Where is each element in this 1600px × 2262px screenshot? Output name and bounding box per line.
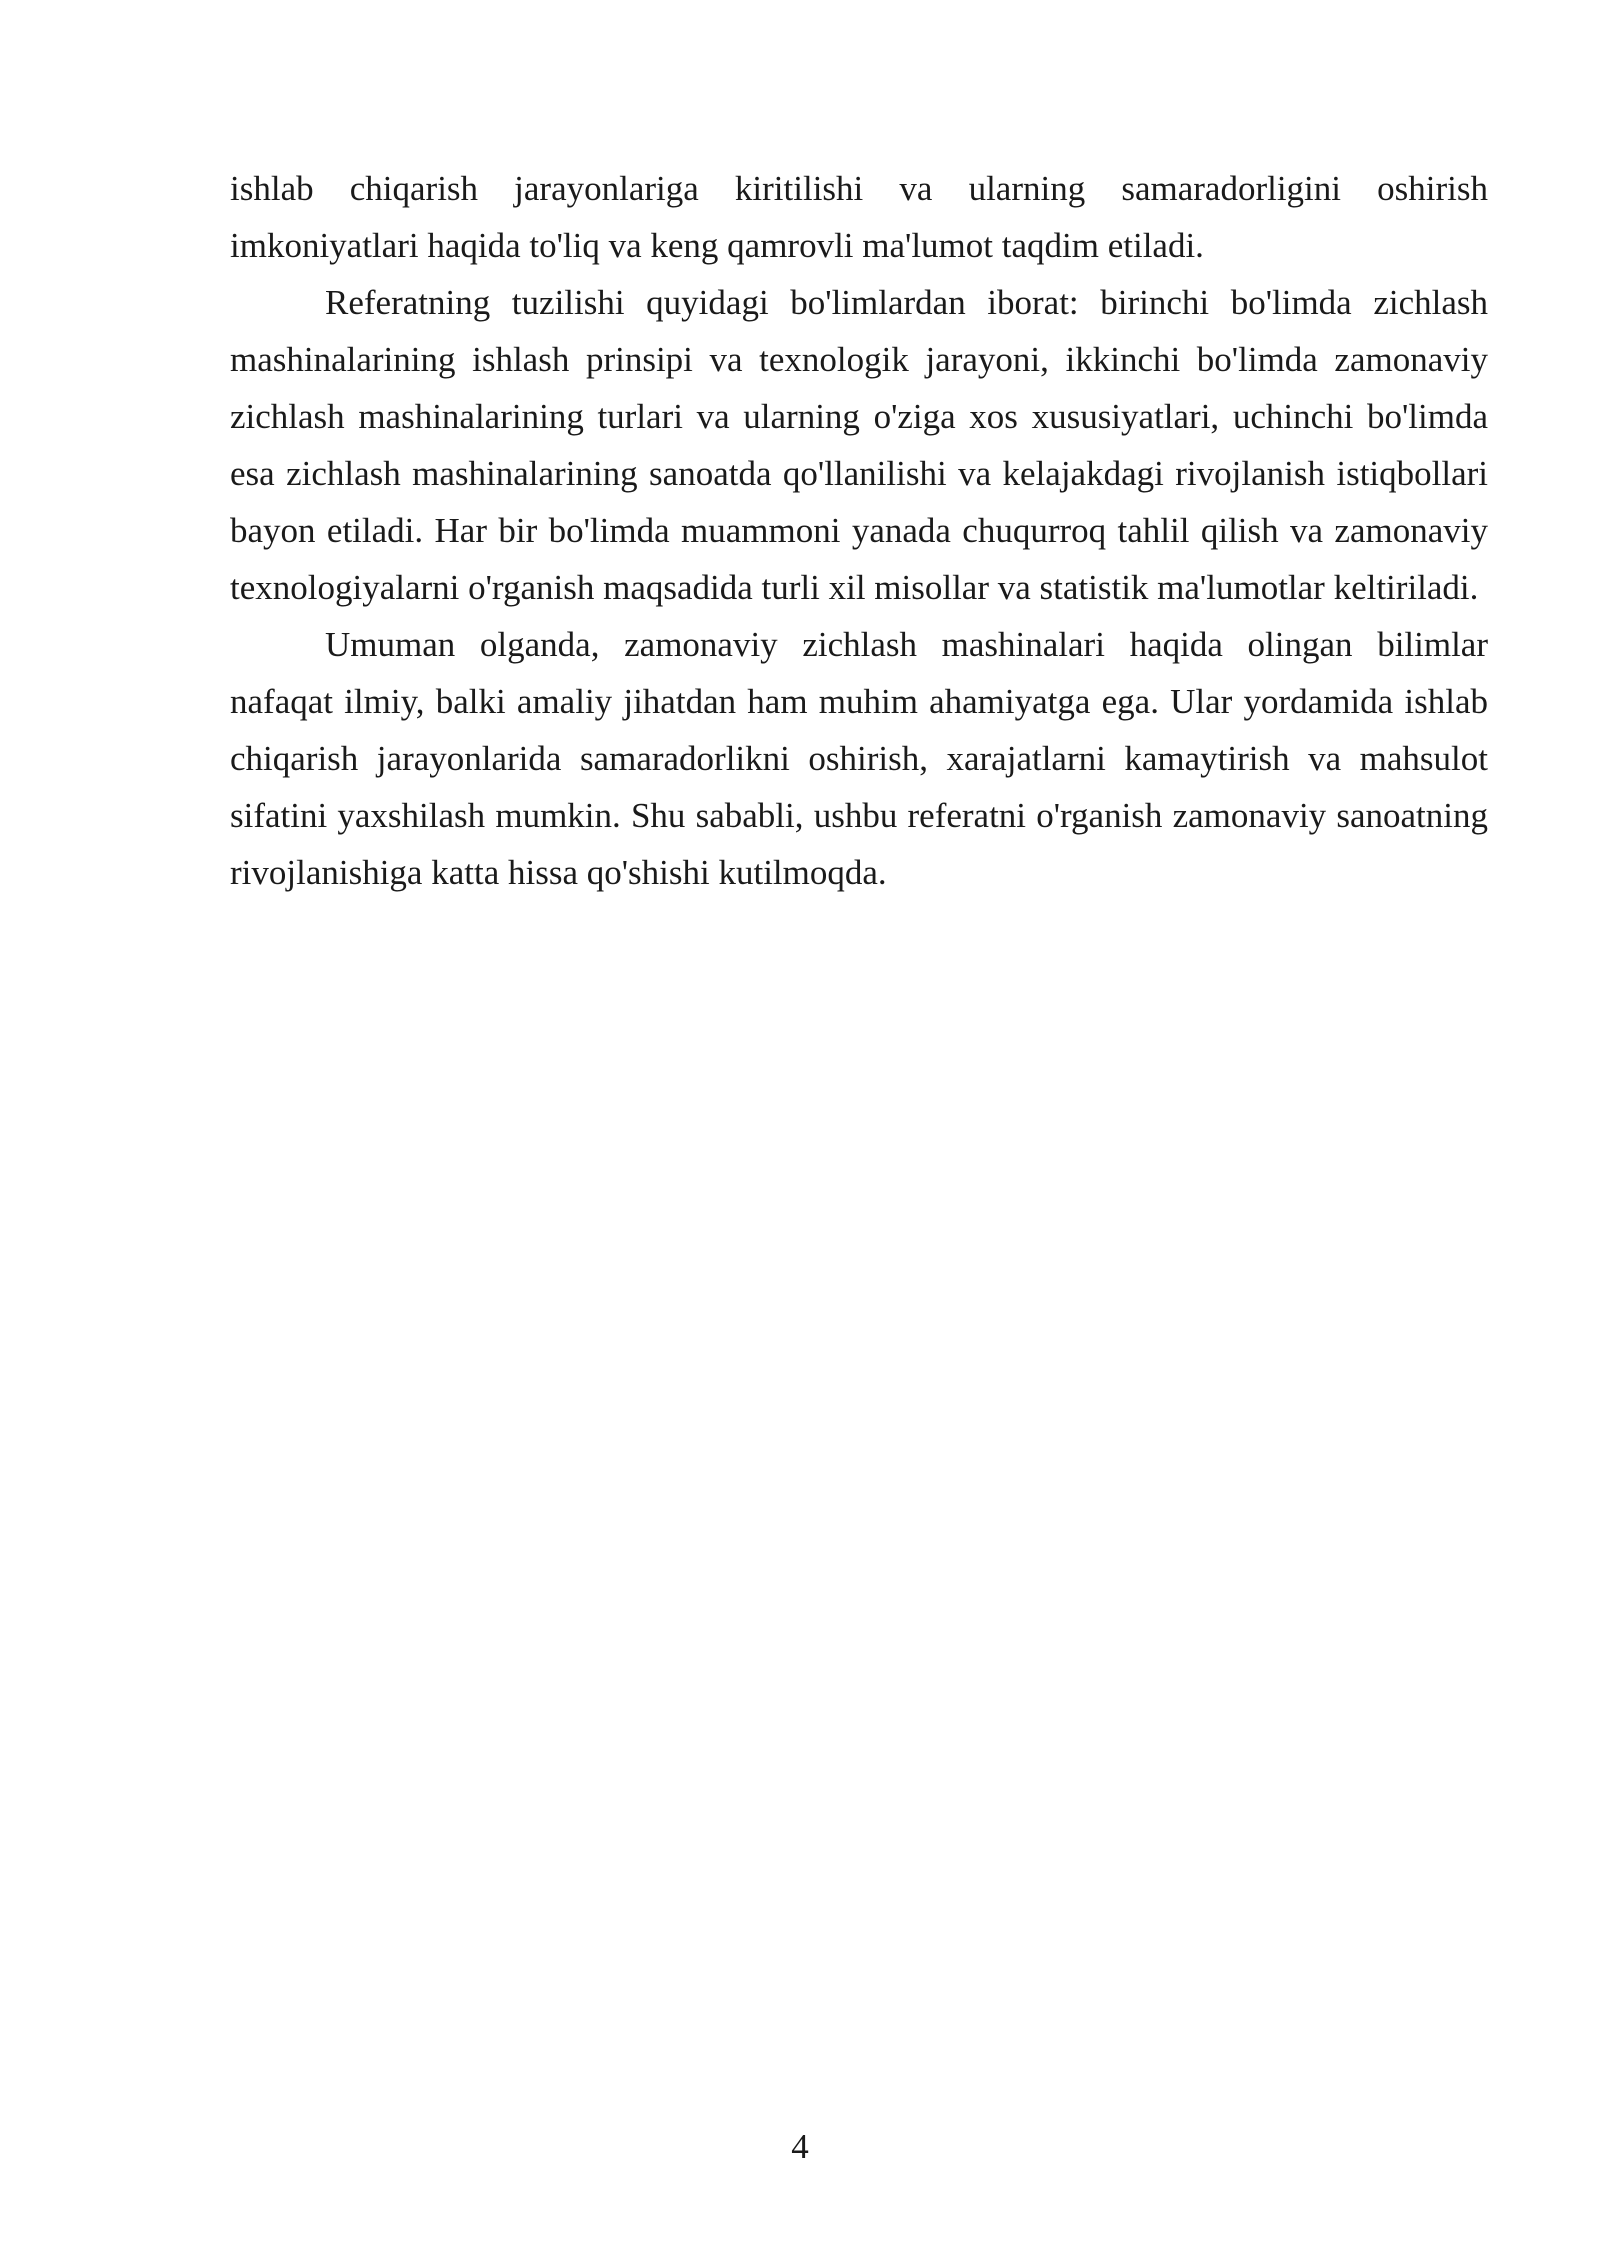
paragraph-continuation: ishlab chiqarish jarayonlariga kiritilishi va ularning samaradorligini oshirish imkoniyatlari haqida to'liq va keng qamrovli ma'lumot taqdim etiladi. bbox=[230, 169, 1488, 265]
document-body bbox=[230, 160, 1488, 901]
paragraph-conclusion: Umuman olganda, zamonaviy zichlash mashinalari haqida olingan bilimlar nafaqat ilmiy, balki amaliy jihatdan ham muhim ahamiyatga ega. Ular yordamida ishlab chiqarish jarayonlarida samaradorlikni oshirish, xarajatlarni kamaytirish va mahsulot sifatini yaxshilash mumkin. Shu sababli, ushbu referatni o'rganish zamonaviy sanoatning rivojlanishiga katta hissa qo'shishi kutilmoqda. bbox=[230, 625, 1488, 892]
page-number: 4 bbox=[791, 2127, 809, 2166]
paragraph-structure: Referatning tuzilishi quyidagi bo'limlardan iborat: birinchi bo'limda zichlash mashinalarining ishlash prinsipi va texnologik jarayoni, ikkinchi bo'limda zamonaviy zichlash mashinalarining turlari va ularning o'ziga xos xususiyatlari, uchinchi bo'limda esa zichlash mashinalarining sanoatda qo'llanilishi va kelajakdagi rivojlanish istiqbollari bayon etiladi. Har bir bo'limda muammoni yanada chuqurroq tahlil qilish va zamonaviy texnologiyalarni o'rganish maqsadida turli xil misollar va statistik ma'lumotlar keltiriladi. bbox=[230, 283, 1488, 607]
